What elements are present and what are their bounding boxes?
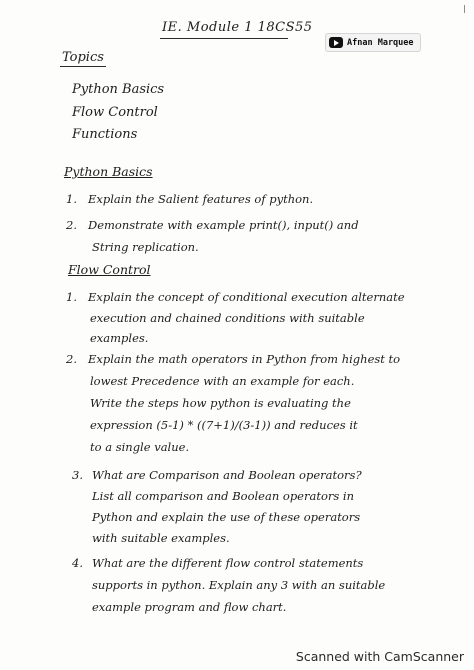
question-line: lowest Precedence with an example for each.	[90, 374, 355, 388]
question-line: to a single value.	[90, 440, 190, 454]
question-line: What are Comparison and Boolean operators?	[92, 468, 362, 482]
author-badge	[325, 33, 421, 52]
question-number: 2.	[66, 352, 77, 366]
play-icon	[329, 37, 343, 48]
question-line: Explain the Salient features of python.	[88, 192, 314, 206]
question-line: expression (5-1) * ((7+1)/(3-1)) and reduces it	[90, 418, 358, 432]
question-line: List all comparison and Boolean operators in	[92, 489, 355, 503]
question-line: execution and chained conditions with suitable	[90, 311, 365, 325]
question-line: Demonstrate with example print(), input() and	[88, 218, 359, 232]
question-line: What are the different flow control statements	[92, 556, 364, 570]
question-number: 2.	[66, 218, 77, 232]
question-line: supports in python. Explain any 3 with an suitable	[92, 578, 386, 592]
page-header: IE. Module 1 18CS55	[162, 20, 313, 35]
author-name: Afnan Marquee	[347, 37, 414, 48]
question-line: examples.	[90, 331, 149, 345]
question-line: Explain the concept of conditional execution alternate	[88, 290, 405, 304]
topic-item: Python Basics	[72, 82, 165, 97]
question-line: Write the steps how python is evaluating the	[90, 396, 351, 410]
section-title-flow-control: Flow Control	[68, 262, 151, 277]
question-line: with suitable examples.	[92, 531, 230, 545]
header-underline	[160, 38, 288, 39]
question-number: 1.	[66, 290, 77, 304]
scanner-watermark: Scanned with CamScanner	[295, 649, 464, 664]
question-number: 4.	[72, 556, 83, 570]
question-number: 1.	[66, 192, 77, 206]
topics-underline	[60, 66, 106, 67]
question-line: Python and explain the use of these operators	[92, 510, 361, 524]
topics-title: Topics	[62, 50, 104, 65]
question-line: example program and flow chart.	[92, 600, 287, 614]
section-title-python-basics: Python Basics	[64, 164, 153, 179]
corner-mark: |	[463, 4, 466, 13]
question-number: 3.	[72, 468, 83, 482]
question-line: Explain the math operators in Python from highest to	[88, 352, 401, 366]
question-line: String replication.	[92, 240, 199, 254]
topic-item: Functions	[72, 127, 138, 142]
topic-item: Flow Control	[72, 105, 158, 120]
